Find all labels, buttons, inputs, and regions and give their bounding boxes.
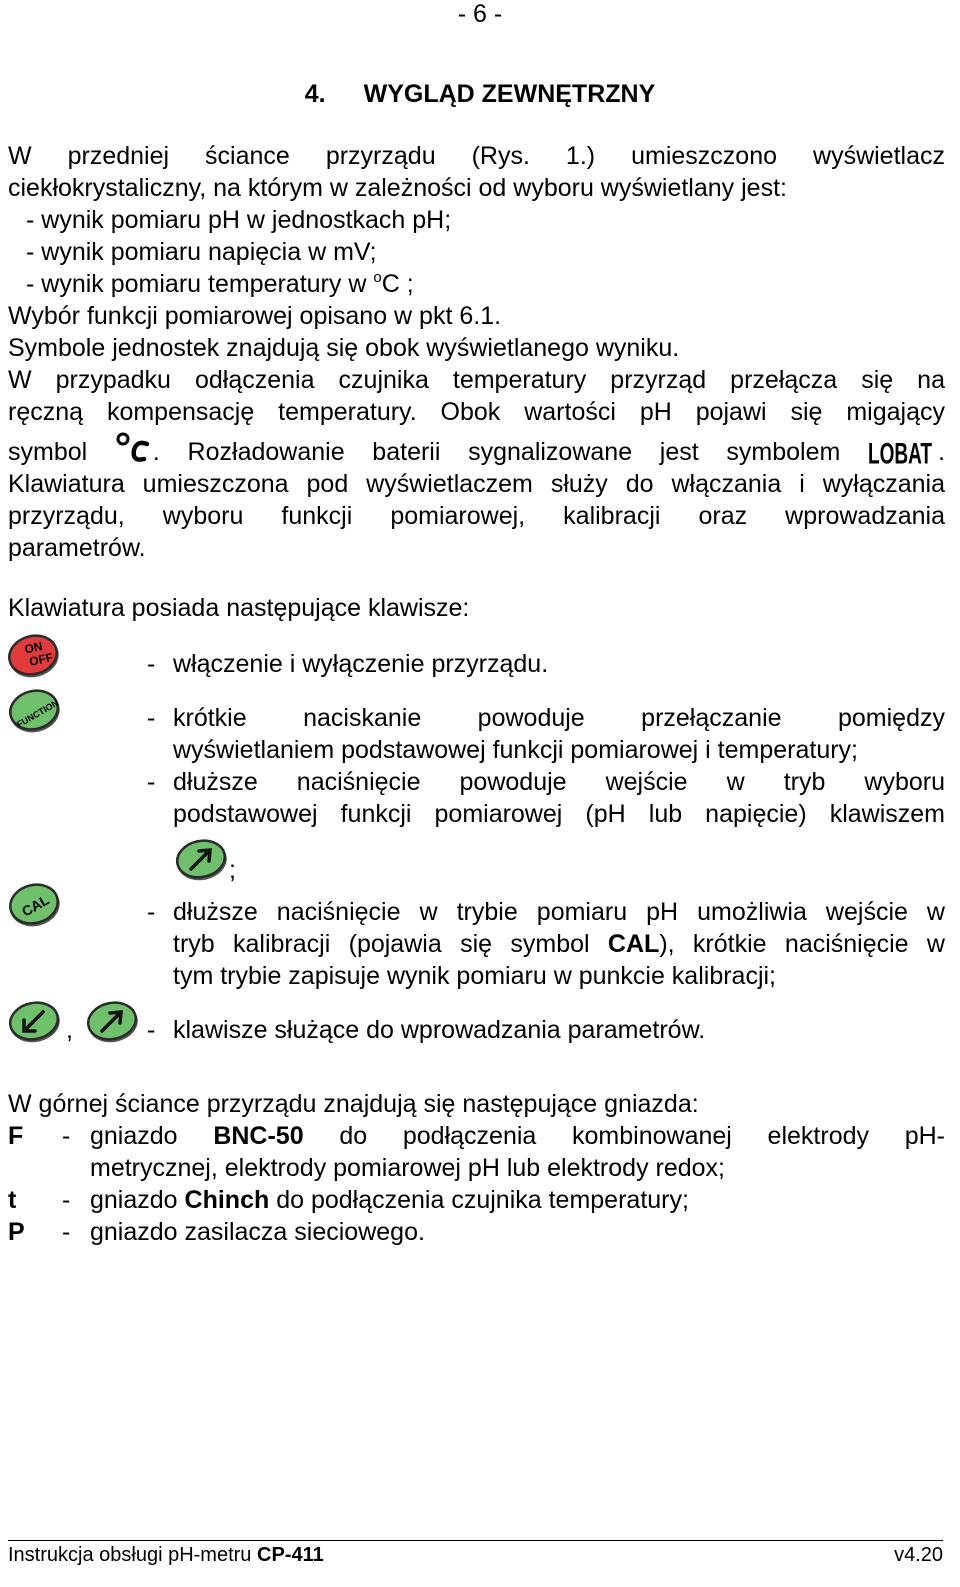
display-item [8,268,945,300]
socket-letter: P [8,1218,25,1246]
dash: - [147,768,156,796]
dash: - [147,704,156,732]
socket-item [8,1216,945,1248]
footer-model: CP-411 [257,1544,324,1566]
socket-text: do podłączenia kombinowanej elektrody pH- [339,1122,946,1150]
footer-version: v4.20 [894,1544,943,1566]
on-label: ON [23,639,44,657]
display-item-text: - wynik pomiaru temperatury w [26,270,367,298]
arrow-down-key-icon [6,998,62,1046]
socket-item [8,1120,945,1184]
function-desc-arrow-line [173,830,945,890]
display-item: - wynik pomiaru napięcia w mV; [26,238,377,266]
cal-desc-line: tym trybie zapisuje wynik pomiaru w punkcie kalibracji; [173,962,777,990]
function-desc-line: dłuższe naciśnięcie powoduje wejście w tryb wyboru [173,768,945,796]
off-label: OFF [27,650,55,669]
intro-line: W przypadku odłączenia czujnika temperatury przyrząd przełącza się na [8,366,945,394]
intro-line: Symbole jednostek znajdują się obok wyświetlanego wyniku. [8,334,680,362]
footer-title-text: Instrukcja obsługi pH-metru [8,1544,252,1566]
function-desc-line: podstawowej funkcji pomiarowej (pH lub napięcie) klawiszem [173,800,945,828]
cal-key-icon [6,880,62,930]
display-item: - wynik pomiaru pH w jednostkach pH; [26,206,452,234]
socket-text: gniazdo [90,1186,178,1214]
on-off-desc [147,648,945,680]
symbol-text: symbol [8,438,88,466]
function-label: FUNCTION [14,697,61,730]
arrow-up-key-icon [173,836,229,892]
on-off-key-icon [6,632,62,680]
cal-desc [147,896,945,992]
cal-desc-text: tryb kalibracji (pojawia się symbol [173,930,590,958]
socket-connector-name: Chinch [184,1186,270,1214]
symbol-text: . Rozładowanie baterii sygnalizowane jest symbolem [152,438,841,466]
function-desc-end: ; [229,856,236,884]
cal-desc-text: ), krótkie naciśnięcie w [659,930,945,958]
section-heading [0,78,960,110]
function-desc [147,702,945,890]
dash: - [147,650,156,678]
on-off-desc-text: włączenie i wyłączenie przyrządu. [173,650,549,678]
footer-title [8,1541,324,1569]
socket-letter: t [8,1186,17,1214]
dash: - [62,1122,71,1150]
socket-item [8,1184,945,1216]
socket-text: do podłączenia czujnika temperatury; [276,1186,689,1214]
sockets-intro: W górnej ściance przyrządu znajdują się następujące gniazda: [8,1090,699,1118]
sockets-section [8,1088,945,1248]
cal-desc-line: dłuższe naciśnięcie w trybie pomiaru pH umożliwia wejście w [173,898,945,926]
page-footer [8,1540,943,1569]
page-number: - 6 - [457,0,503,28]
intro-line: parametrów. [8,534,146,562]
intro-line-symbols [8,428,945,468]
intro-paragraph [8,140,945,564]
intro-line: Wybór funkcji pomiarowej opisano w pkt 6.1. [8,302,502,330]
intro-line: ciekłokrystaliczny, na którym w zależności od wyboru wyświetlany jest: [8,174,787,202]
arrows-desc-text: klawisze służące do wprowadzania parametrów. [173,1016,706,1044]
dash: - [147,1016,156,1044]
dash: - [62,1186,71,1214]
socket-text: gniazdo [90,1122,178,1150]
function-desc-line: krótkie naciskanie powoduje przełączanie pomiędzy [173,704,945,732]
socket-line [90,1120,945,1152]
socket-line [90,1184,945,1216]
degree-sup: o [373,268,382,286]
intro-line: przyrządu, wyboru funkcji pomiarowej, kalibracji oraz wprowadzania [8,502,945,530]
cal-label: CAL [18,891,52,920]
socket-connector-name: BNC-50 [213,1122,304,1150]
cal-symbol-text: CAL [607,930,660,958]
arrow-separator: , [66,1016,73,1044]
socket-line: metrycznej, elektrody pomiarowej pH lub elektrody redox; [90,1154,725,1182]
symbol-text: . [938,438,946,466]
arrow-up-key-icon [84,998,140,1046]
cal-desc-line [173,928,945,960]
socket-letter: F [8,1122,24,1150]
temp-unit: C ; [381,270,414,298]
intro-line: Klawiatura umieszczona pod wyświetlaczem służy do włączania i wyłączania [8,470,945,498]
section-title: WYGLĄD ZEWNĘTRZNY [363,80,656,108]
intro-line: ręczną kompensację temperatury. Obok wartości pH pojawi się migający [8,398,945,426]
function-key-icon [6,686,62,736]
keyboard-intro: Klawiatura posiada następujące klawisze: [8,594,470,622]
section-number: 4. [304,80,326,108]
socket-line: gniazdo zasilacza sieciowego. [90,1218,425,1246]
arrows-desc [147,1014,945,1046]
intro-line: W przedniej ściance przyrządu (Rys. 1.) umieszczono wyświetlacz [8,142,945,170]
dash: - [62,1218,71,1246]
function-desc-line: wyświetlaniem podstawowej funkcji pomiarowej i temperatury; [173,736,858,764]
lobat-symbol-text: LOBAT [868,437,933,466]
dash: - [147,898,156,926]
